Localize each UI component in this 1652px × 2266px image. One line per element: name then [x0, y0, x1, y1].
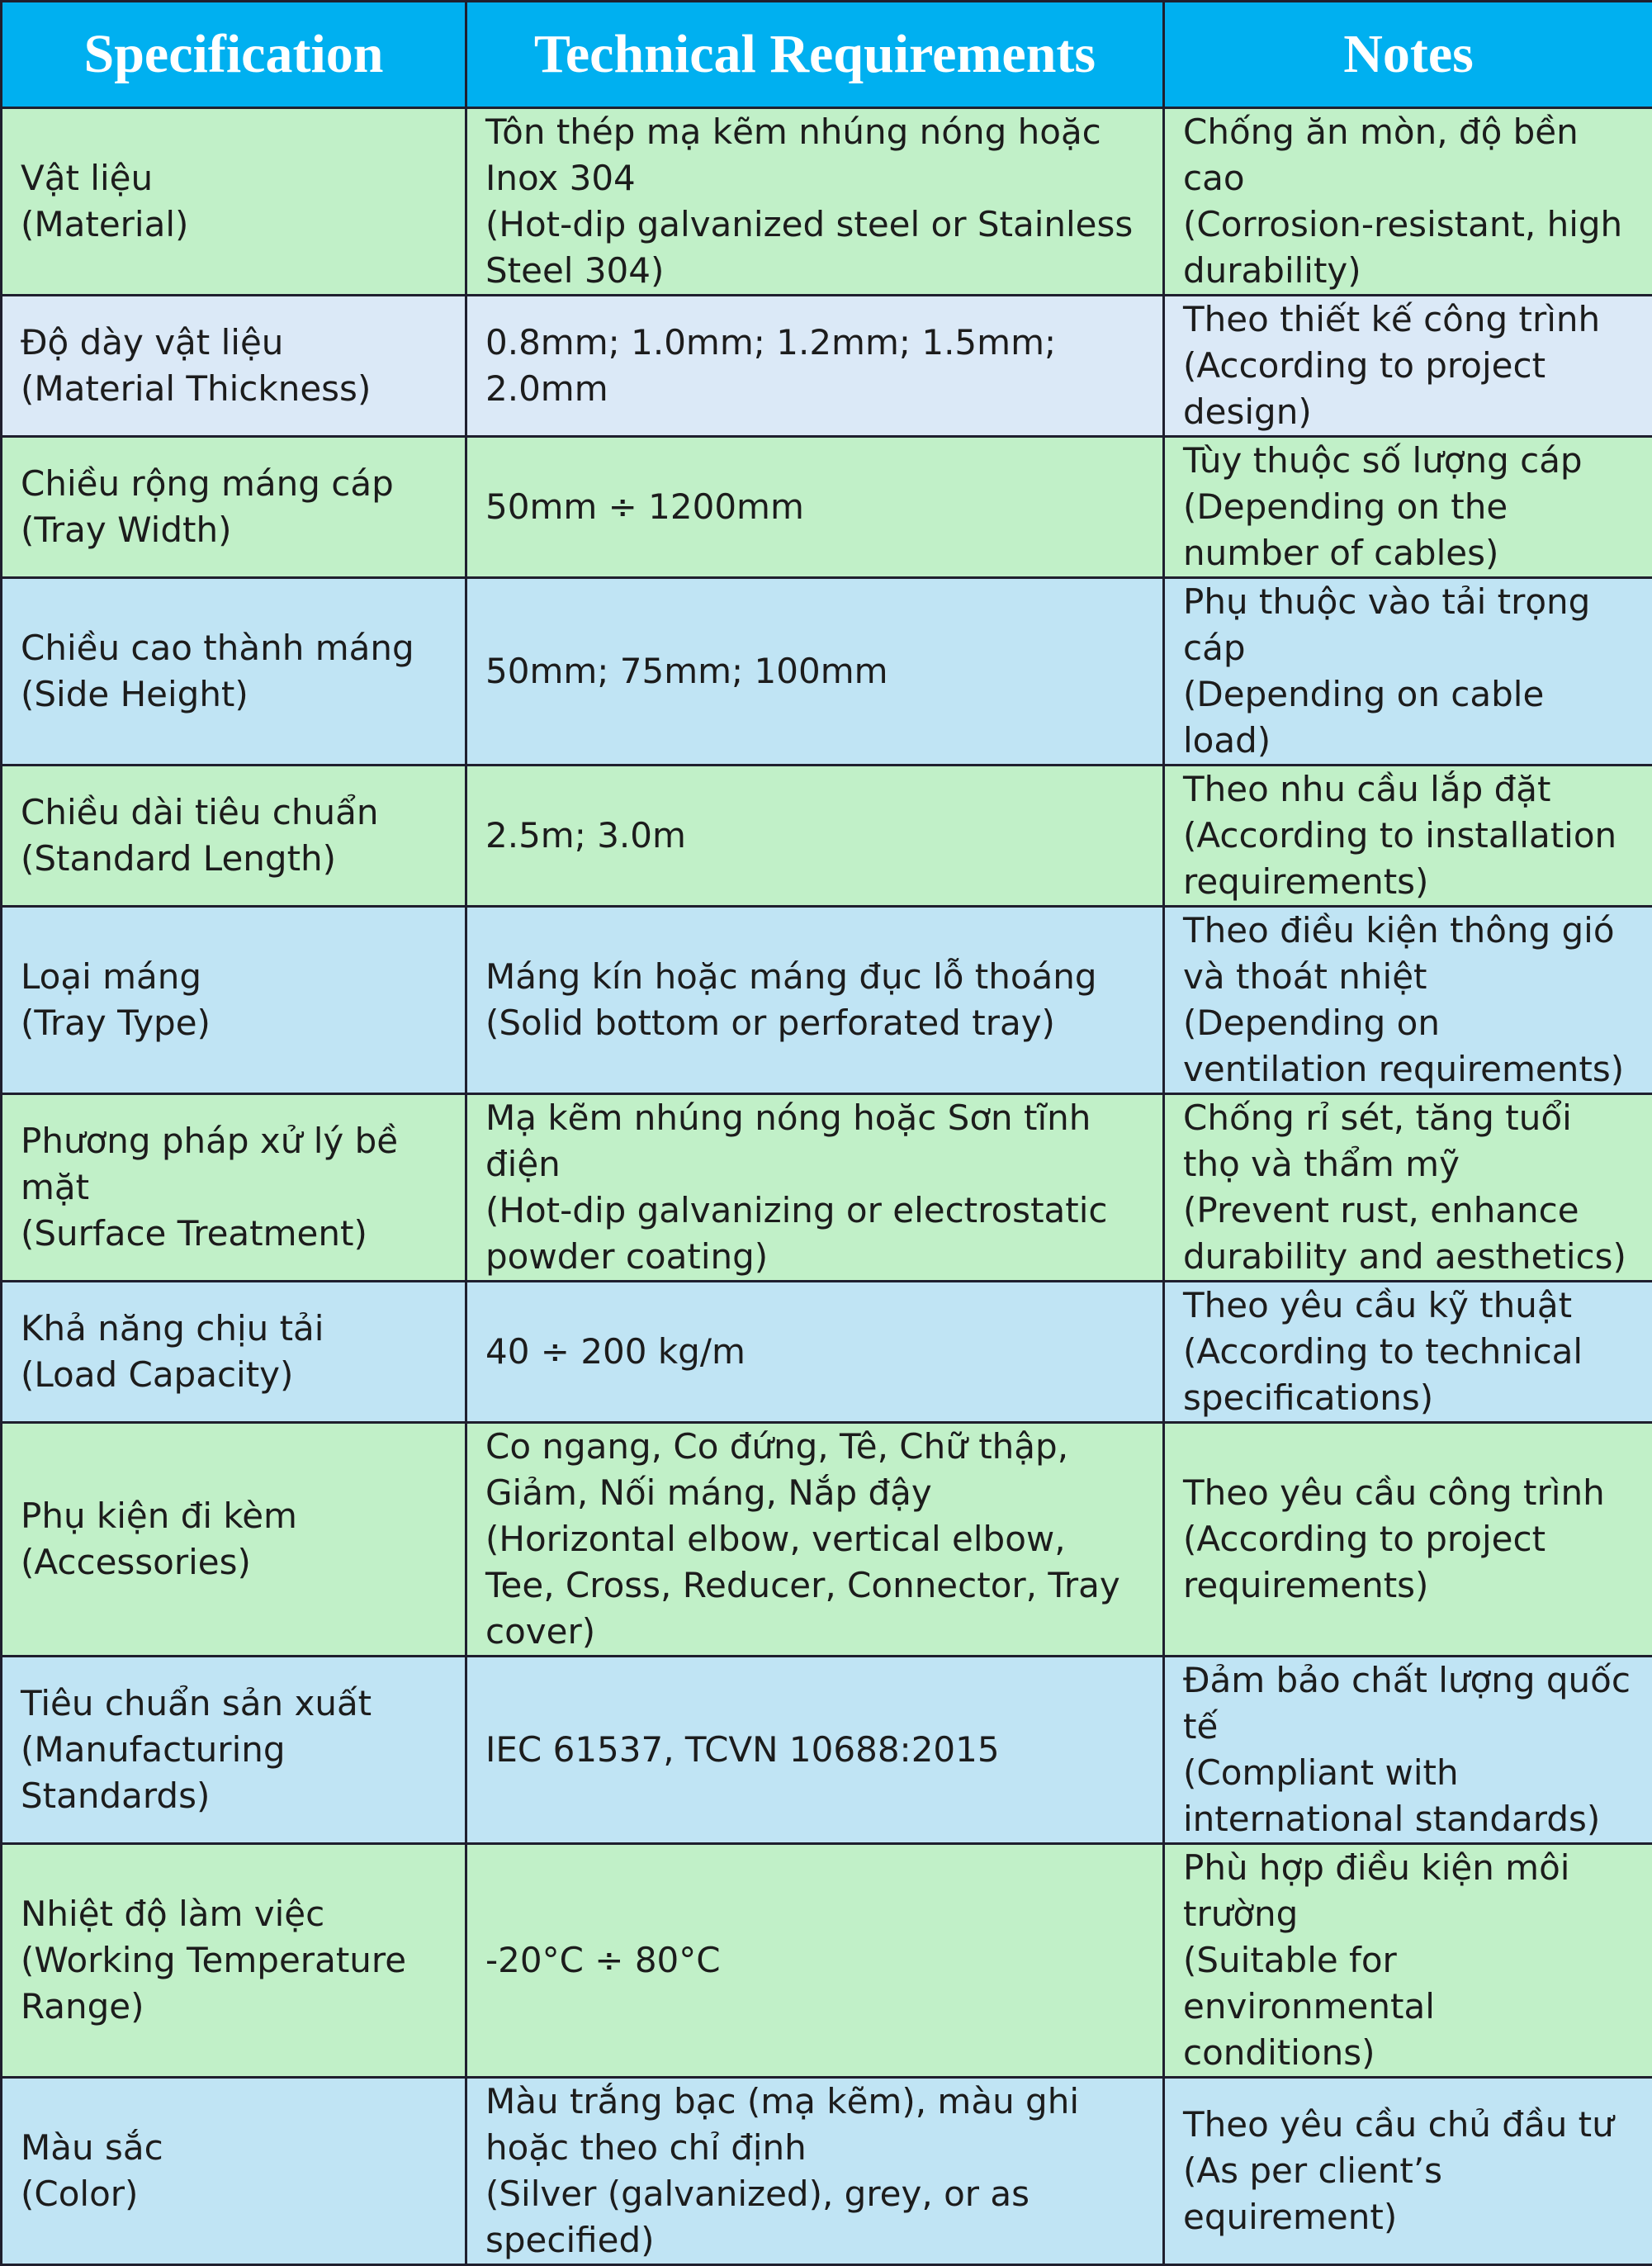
requirement-cell: Tôn thép mạ kẽm nhúng nóng hoặc Inox 304 (Hot-dip galvanized steel or Stainless Steel 304) [466, 108, 1164, 296]
requirement-cell: Màu trắng bạc (mạ kẽm), màu ghi hoặc theo chỉ định (Silver (galvanized), grey, or as specified) [466, 2078, 1164, 2265]
header-specification: Specification [2, 2, 466, 108]
table-row [2, 1657, 1652, 1844]
header-notes: Notes [1164, 2, 1652, 108]
note-cell: Theo nhu cầu lắp đặt (According to installation requirements) [1164, 766, 1652, 907]
note-cell: Đảm bảo chất lượng quốc tế (Compliant with international standards) [1164, 1657, 1652, 1844]
spec-cell: Tiêu chuẩn sản xuất (Manufacturing Standards) [2, 1657, 466, 1844]
requirement-cell: 50mm ÷ 1200mm [466, 437, 1164, 578]
spec-cell: Phương pháp xử lý bề mặt (Surface Treatment) [2, 1094, 466, 1282]
table-row [2, 907, 1652, 1094]
note-cell: Theo yêu cầu kỹ thuật (According to technical specifications) [1164, 1282, 1652, 1423]
requirement-cell: 50mm; 75mm; 100mm [466, 578, 1164, 766]
header-technical-requirements: Technical Requirements [466, 2, 1164, 108]
note-cell: Theo thiết kế công trình (According to project design) [1164, 296, 1652, 437]
spec-cell: Độ dày vật liệu (Material Thickness) [2, 296, 466, 437]
note-cell: Theo yêu cầu chủ đầu tư (As per client’s equirement) [1164, 2078, 1652, 2265]
table-row [2, 1423, 1652, 1657]
table-row [2, 1282, 1652, 1423]
requirement-cell: Co ngang, Co đứng, Tê, Chữ thập, Giảm, Nối máng, Nắp đậy (Horizontal elbow, vertical elbow, Tee, Cross, Reducer, Connector, Tray cover) [466, 1423, 1164, 1657]
table-row [2, 2078, 1652, 2265]
spec-cell: Chiều cao thành máng (Side Height) [2, 578, 466, 766]
requirement-cell: 40 ÷ 200 kg/m [466, 1282, 1164, 1423]
spec-cell: Khả năng chịu tải (Load Capacity) [2, 1282, 466, 1423]
spec-cell: Chiều dài tiêu chuẩn (Standard Length) [2, 766, 466, 907]
note-cell: Theo yêu cầu công trình (According to project requirements) [1164, 1423, 1652, 1657]
table-header-row [2, 2, 1652, 108]
spec-cell: Loại máng (Tray Type) [2, 907, 466, 1094]
note-cell: Chống rỉ sét, tăng tuổi thọ và thẩm mỹ (Prevent rust, enhance durability and aesthetics) [1164, 1094, 1652, 1282]
spec-cell: Chiều rộng máng cáp (Tray Width) [2, 437, 466, 578]
table-row [2, 296, 1652, 437]
table-row [2, 1844, 1652, 2078]
spec-cell: Nhiệt độ làm việc (Working Temperature Range) [2, 1844, 466, 2078]
table-row [2, 578, 1652, 766]
note-cell: Tùy thuộc số lượng cáp (Depending on the number of cables) [1164, 437, 1652, 578]
requirement-cell: 2.5m; 3.0m [466, 766, 1164, 907]
table-row [2, 766, 1652, 907]
requirement-cell: Máng kín hoặc máng đục lỗ thoáng (Solid bottom or perforated tray) [466, 907, 1164, 1094]
requirement-cell: IEC 61537, TCVN 10688:2015 [466, 1657, 1164, 1844]
requirement-cell: Mạ kẽm nhúng nóng hoặc Sơn tĩnh điện (Hot-dip galvanizing or electrostatic powder coating) [466, 1094, 1164, 1282]
table-row [2, 108, 1652, 296]
note-cell: Chống ăn mòn, độ bền cao (Corrosion-resistant, high durability) [1164, 108, 1652, 296]
spec-cell: Phụ kiện đi kèm (Accessories) [2, 1423, 466, 1657]
requirement-cell: -20°C ÷ 80°C [466, 1844, 1164, 2078]
table-row [2, 437, 1652, 578]
table-row [2, 1094, 1652, 1282]
spec-cell: Vật liệu (Material) [2, 108, 466, 296]
requirement-cell: 0.8mm; 1.0mm; 1.2mm; 1.5mm; 2.0mm [466, 296, 1164, 437]
note-cell: Theo điều kiện thông gió và thoát nhiệt (Depending on ventilation requirements) [1164, 907, 1652, 1094]
note-cell: Phù hợp điều kiện môi trường (Suitable for environmental conditions) [1164, 1844, 1652, 2078]
spec-cell: Màu sắc (Color) [2, 2078, 466, 2265]
note-cell: Phụ thuộc vào tải trọng cáp (Depending on cable load) [1164, 578, 1652, 766]
